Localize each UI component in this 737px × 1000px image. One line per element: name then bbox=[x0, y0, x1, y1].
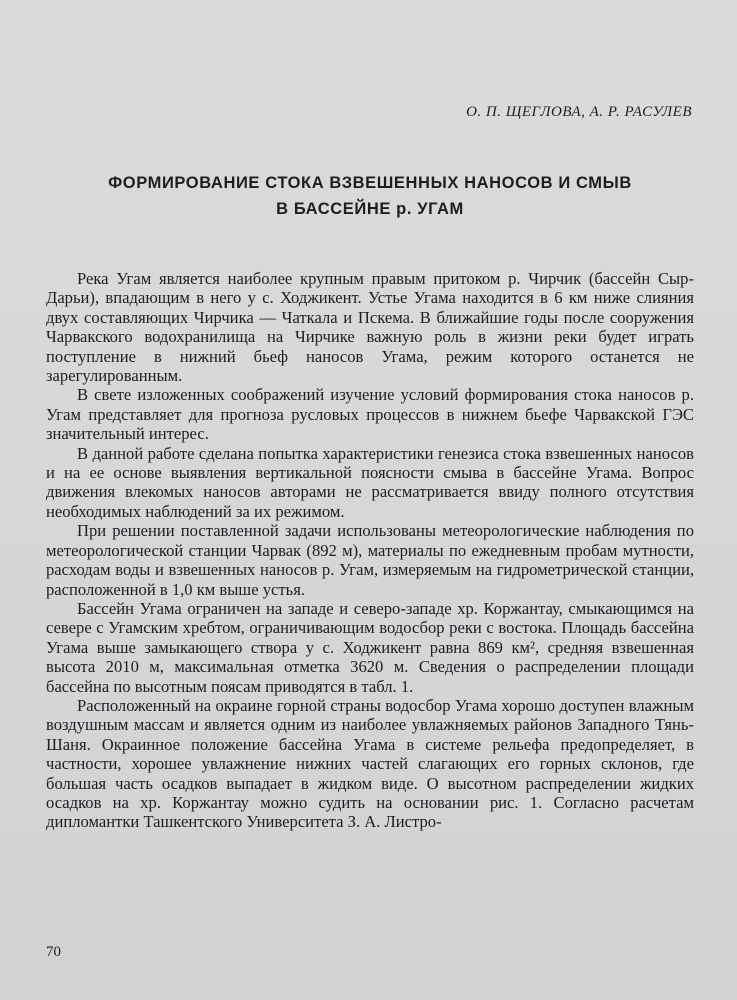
paragraph-5: Бассейн Угама ограничен на западе и северо-западе хр. Коржантау, смыкающимся на севере с Угамским хребтом, ограничивающим водосбор реки с востока. Площадь бассейна Угама выше замыкающего створа у с. Ходжикент равна 869 км², средняя взвешенная высота 2010 м, максимальная отметка 3620 м. Сведения о распределении площади бассейна по высотным поясам приводятся в табл. 1. bbox=[46, 598, 694, 696]
paragraph-4: При решении поставленной задачи использованы метеорологические наблюдения по метеорологической станции Чарвак (892 м), материалы по ежедневным пробам мутности, расходам воды и взвешенных наносов р. Угам, измеряемым на гидрометрической станции, расположенной в 1,0 км выше устья. bbox=[46, 521, 694, 599]
page-number: 70 bbox=[46, 944, 61, 960]
paragraph-3: В данной работе сделана попытка характеристики генезиса стока взвешенных наносов и на ее основе выявления вертикальной поясности смыва в бассейне Угама. Вопрос движения влекомых наносов авторами не рассматривается ввиду полного отсутствия необходимых наблюдений за их режимом. bbox=[46, 443, 694, 521]
authors: О. П. ЩЕГЛОВА, А. Р. РАСУЛЕВ bbox=[466, 104, 692, 120]
article-title bbox=[40, 170, 700, 222]
title-line-1: ФОРМИРОВАНИЕ СТОКА ВЗВЕШЕННЫХ НАНОСОВ И СМЫВ bbox=[108, 174, 632, 192]
paragraph-2: В свете изложенных соображений изучение условий формирования стока наносов р. Угам представляет для прогноза русловых процессов в нижнем бьефе Чарвакской ГЭС значительный интерес. bbox=[46, 385, 694, 444]
article-body bbox=[46, 269, 694, 832]
title-line-2: В БАССЕЙНЕ р. УГАМ bbox=[276, 200, 464, 218]
paragraph-1: Река Угам является наиболее крупным правым притоком р. Чирчик (бассейн Сыр-Дарьи), впадающим в него у с. Ходжикент. Устье Угама находится в 6 км ниже слияния двух составляющих Чирчика — Чаткала и Пскема. В ближайшие годы после сооружения Чарвакского водохранилища на Чирчике важную роль в жизни реки будет играть поступление в нижний бьеф наносов Угама, режим которого останется не зарегулированным. bbox=[46, 269, 694, 386]
paragraph-6: Расположенный на окраине горной страны водосбор Угама хорошо доступен влажным воздушным массам и является одним из наиболее увлажняемых районов Западного Тянь-Шаня. Окраинное положение бассейна Угама в системе рельефа предопределяет, в частности, хорошее увлажнение нижних частей слагающих его горных склонов, где большая часть осадков выпадает в жидком виде. О высотном распределении жидких осадков на хр. Коржантау можно судить на основании рис. 1. Согласно расчетам дипломантки Ташкентского Университета З. А. Листро- bbox=[46, 695, 694, 832]
